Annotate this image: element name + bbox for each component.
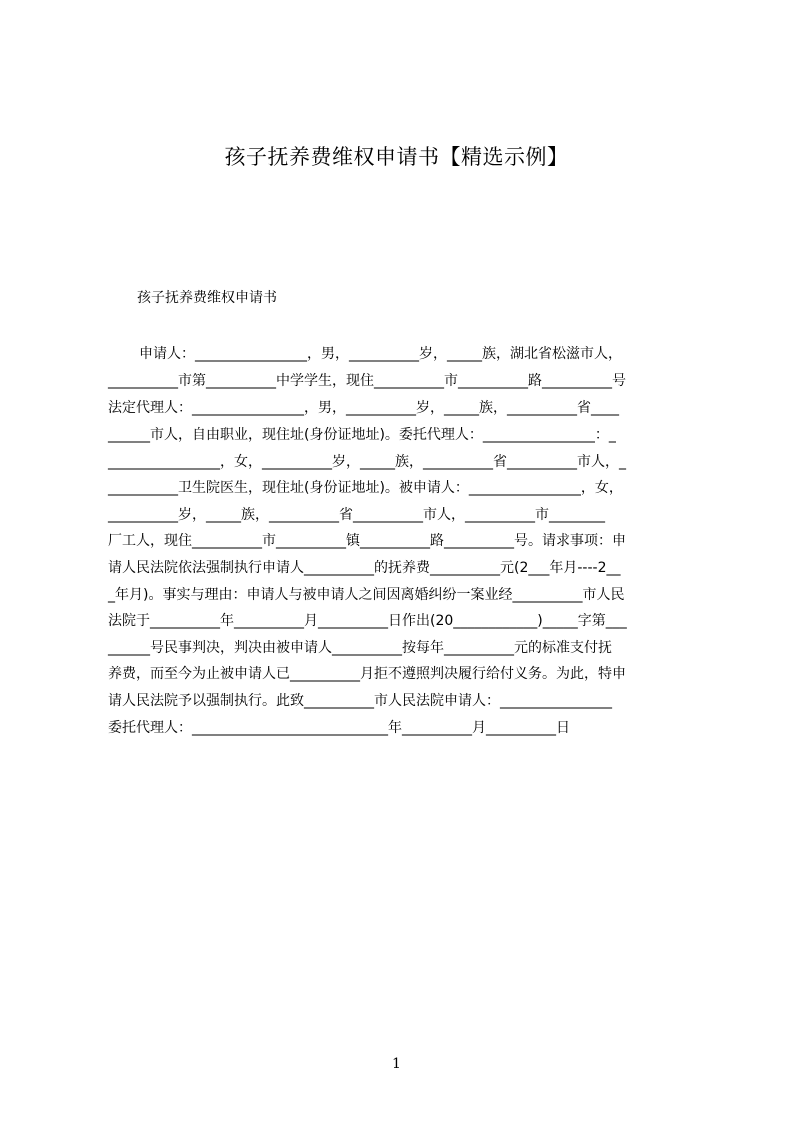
body-line: 申请人：________________，男，__________岁，_____族，湖北省松滋市人， — [139, 346, 622, 362]
document-subtitle: 孩子抚养费维权申请书 — [137, 290, 277, 306]
body-line: 请人民法院依法强制执行申请人__________的抚养费__________元(2___年月----2__ — [108, 560, 621, 576]
body-line: 委托代理人：____________________________年__________月__________日 — [108, 720, 570, 736]
body-line: 厂工人，现住__________市__________镇__________路__________号。请求事项：申 — [108, 533, 626, 549]
body-line: __________卫生院医生，现住址(身份证地址)。被申请人：________________，女， — [108, 480, 623, 496]
body-line: 法院于__________年__________月__________日作出(20____________)_____字第___ — [108, 613, 627, 629]
body-line: _年月)。事实与理由：申请人与被申请人之间因离婚纠纷一案业经__________市人民 — [108, 587, 625, 603]
body-line: 法定代理人：________________，男，__________岁，_____族，__________省____ — [108, 400, 619, 416]
body-line: 养费，而至今为止被申请人已__________月拒不遵照判决履行给付义务。为此，特申 — [108, 666, 626, 682]
page-title: 孩子抚养费维权申请书【精选示例】 — [224, 145, 569, 169]
page-number: 1 — [392, 1056, 401, 1072]
body-line: __________岁，_____族，__________省__________市人，__________市________ — [108, 507, 605, 523]
body-line: ______市人，自由职业，现住址(身份证地址)。委托代理人：________________：_ — [108, 427, 616, 443]
body-line: ______号民事判决，判决由被申请人__________按每年__________元的标准支付抚 — [108, 640, 612, 656]
body-line: __________市第__________中学学生，现住__________市__________路__________号 — [108, 373, 626, 389]
body-line: 请人民法院予以强制执行。此致__________市人民法院申请人：________________ — [108, 693, 612, 709]
body-line: ________________，女，__________岁，_____族，__________省__________市人，_ — [108, 454, 626, 470]
